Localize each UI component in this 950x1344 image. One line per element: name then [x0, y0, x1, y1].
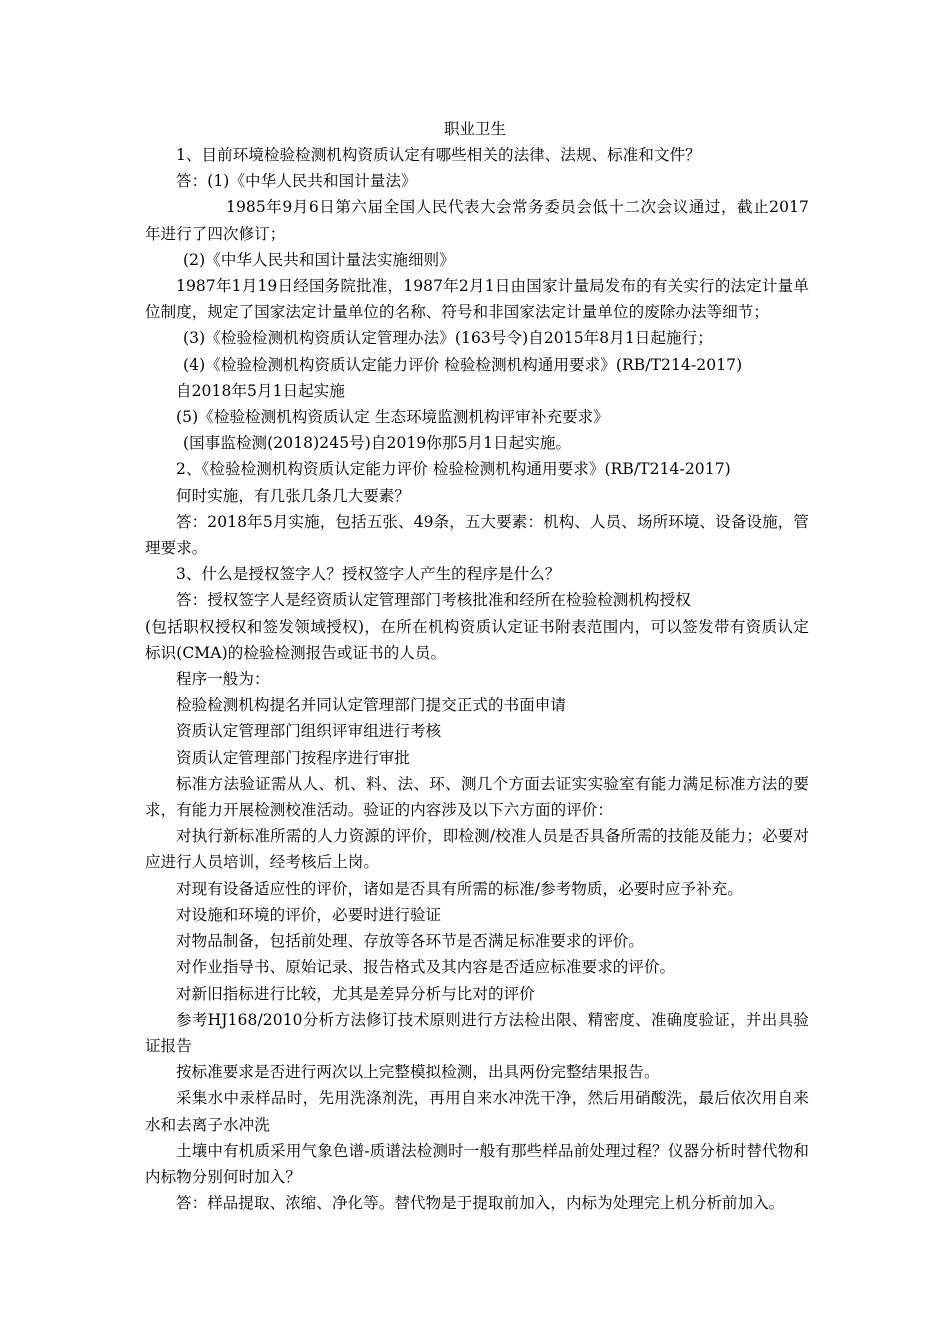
- question-soil: 土壤中有机质采用气象色谱-质谱法检测时一般有那些样品前处理过程？仪器分析时替代物和内标物分别何时加入？: [145, 1141, 809, 1186]
- evaluation-6: 对新旧指标进行比较，尤其是差异分析与比对的评价: [176, 984, 535, 1003]
- answer-1-item-5: (5)《检验检测机构资质认定 生态环境监测机构评审补充要求》: [176, 408, 609, 427]
- answer-2: 答：2018年5月实施，包括五张、49条，五大要素：机构、人员、场所环境、设备设施，管理要求。: [145, 512, 809, 558]
- simulation-note: 按标准要求是否进行两次以上完整模拟检测，出具两份完整结果报告。: [176, 1063, 660, 1082]
- evaluation-5: 对作业指导书、原始记录、报告格式及其内容是否适应标准要求的评价。: [176, 958, 676, 977]
- evaluation-4: 对物品制备，包括前处理、存放等各环节是否满足标准要求的评价。: [176, 932, 645, 951]
- procedure-heading: 程序一般为：: [176, 670, 270, 689]
- document-title: 职业卫生: [443, 120, 506, 138]
- answer-1-item-4-detail: 自2018年5月1日起实施: [176, 381, 345, 400]
- evaluation-2: 对现有设备适应性的评价，诸如是否具有所需的标准/参考物质，必要时应予补充。: [176, 879, 743, 898]
- answer-1-item-2: (2)《中华人民共和国计量法实施细则》: [183, 250, 455, 269]
- answer-1-item-1-detail: 1985年9月6日第六届全国人民代表大会常务委员会低十二次会议通过，截止2017年进行了四次修订；: [145, 198, 809, 243]
- question-3: 3、什么是授权签字人？授权签字人产生的程序是什么？: [176, 565, 561, 584]
- mercury-sampling-note: 采集水中汞样品时，先用洗涤剂洗，再用自来水冲洗干净，然后用硝酸洗，最后依次用自来水和去离子水冲洗: [145, 1089, 809, 1134]
- evaluation-3: 对设施和环境的评价，必要时进行验证: [176, 905, 442, 924]
- question-2-cont: 何时实施，有几张几条几大要素？: [176, 486, 411, 505]
- document-body: [145, 142, 809, 1216]
- answer-1-item-4: (4)《检验检测机构资质认定能力评价 检验检测机构通用要求》(RB/T214-2017): [183, 355, 743, 374]
- procedure-step-2: 资质认定管理部门组织评审组进行考核: [176, 722, 442, 741]
- answer-soil: 答：样品提取、浓缩、净化等。替代物是于提取前加入，内标为处理完上机分析前加入。: [176, 1194, 785, 1213]
- verification-intro: 标准方法验证需从人、机、料、法、环、测几个方面去证实实验室有能力满足标准方法的要求，有能力开展检测校准活动。验证的内容涉及以下六方面的评价：: [145, 774, 809, 820]
- reference-note: 参考HJ168/2010分析方法修订技术原则进行方法检出限、精密度、准确度验证，并出具验证报告: [145, 1010, 809, 1055]
- answer-3: 答：授权签字人是经资质认定管理部门考核批准和经所在检验检测机构授权: [176, 591, 691, 610]
- question-2: 2、《检验检测机构资质认定能力评价 检验检测机构通用要求》(RB/T214-2017): [176, 460, 731, 479]
- answer-1-item-1: 答：(1)《中华人民共和国计量法》: [176, 172, 417, 191]
- answer-1-item-5-detail: (国事监检测(2018)245号)自2019你那5月1日起实施。: [183, 434, 572, 453]
- procedure-step-1: 检验检测机构提名并同认定管理部门提交正式的书面申请: [176, 696, 567, 715]
- answer-1-item-2-detail: 1987年1月19日经国务院批准，1987年2月1日由国家计量局发布的有关实行的法定计量单位制度，规定了国家法定计量单位的名称、符号和非国家法定计量单位的废除办法等细节；: [145, 277, 809, 322]
- procedure-step-3: 资质认定管理部门按程序进行审批: [176, 748, 411, 767]
- answer-1-item-3: (3)《检验检测机构资质认定管理办法》(163号令)自2015年8月1日起施行；: [183, 329, 713, 348]
- question-1: 1、目前环境检验检测机构资质认定有哪些相关的法律、法规、标准和文件？: [176, 146, 701, 164]
- answer-3-cont: (包括职权授权和签发领域授权)，在所在机构资质认定证书附表范围内，可以签发带有资质认定标识(CMA)的检验检测报告或证书的人员。: [145, 617, 809, 662]
- evaluation-1: 对执行新标准所需的人力资源的评价，即检测/校准人员是否具备所需的技能及能力；必要对应进行人员培训，经考核后上岗。: [145, 827, 809, 872]
